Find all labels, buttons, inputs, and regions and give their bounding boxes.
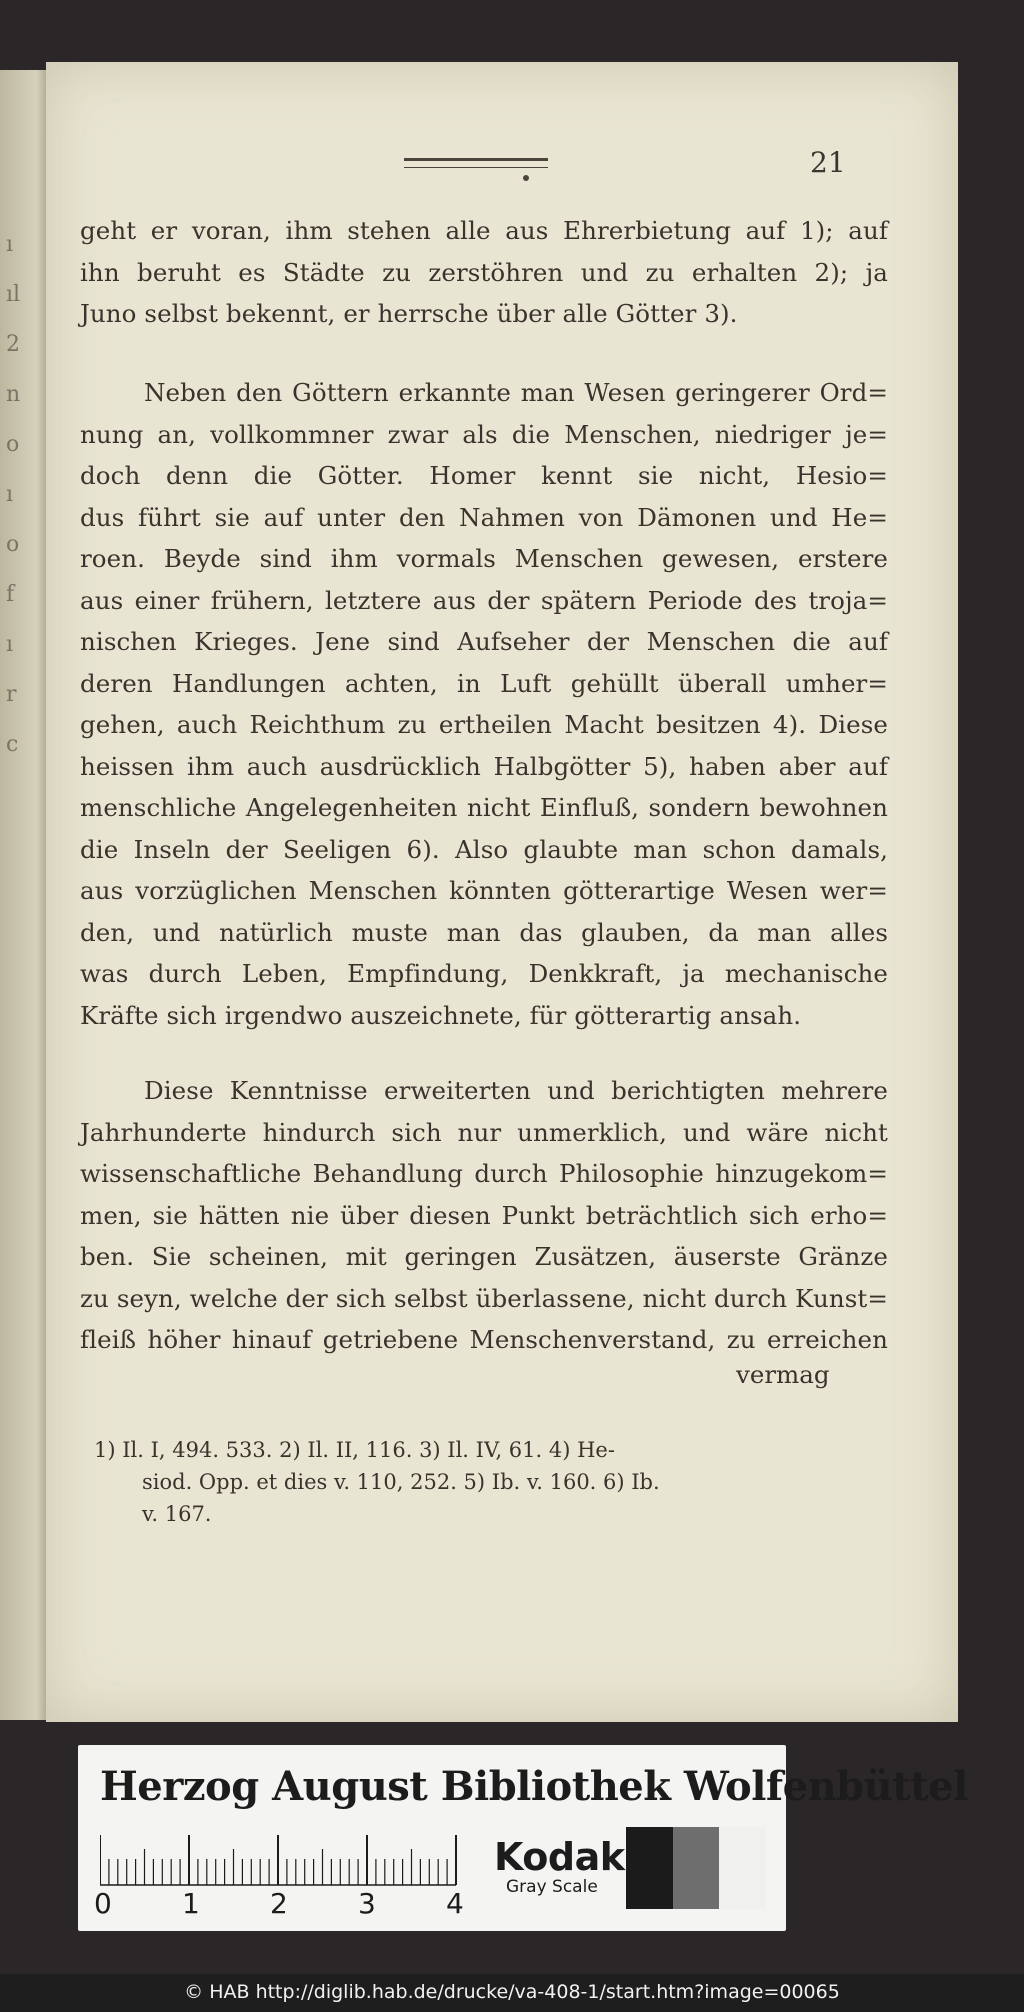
text-line: deren Handlungen achten, in Luft gehüllt überall umher= bbox=[80, 668, 888, 698]
catchword: vermag bbox=[736, 1360, 830, 1389]
paragraph-2 bbox=[80, 372, 888, 1036]
text-line: die Inseln der Seeligen 6). Also glaubte man schon damals, bbox=[80, 834, 888, 864]
text-line: nung an, vollkommner zwar als die Menschen, niedriger je= bbox=[80, 419, 888, 449]
library-name: Herzog August Bibliothek Wolfenbüttel bbox=[100, 1763, 968, 1810]
paragraph-3 bbox=[80, 1070, 888, 1361]
color-chart-card bbox=[78, 1745, 968, 1931]
gray-swatch-light bbox=[719, 1827, 766, 1909]
text-line: nischen Krieges. Jene sind Aufseher der Menschen die auf bbox=[80, 627, 888, 656]
text-line: ben. Sie scheinen, mit geringen Zusätzen, äuserste Gränze bbox=[80, 1242, 888, 1271]
ruler-number: 1 bbox=[182, 1887, 200, 1920]
ruler-number: 0 bbox=[94, 1887, 112, 1920]
text-line: aus einer frühern, letztere aus der spätern Periode des troja= bbox=[80, 585, 888, 615]
book-page bbox=[46, 62, 958, 1722]
ruler-number: 2 bbox=[270, 1887, 288, 1920]
page-number: 21 bbox=[810, 146, 846, 179]
text-line: den, und natürlich muste man das glauben, da man alles bbox=[80, 917, 888, 947]
facing-page-edge bbox=[0, 70, 52, 1720]
text-line: fleiß höher hinauf getriebene Menschenverstand, zu erreichen bbox=[80, 1325, 888, 1354]
text-line: zu seyn, welche der sich selbst überlassene, nicht durch Kunst= bbox=[80, 1283, 888, 1313]
header-ornament-dot bbox=[523, 175, 529, 181]
ruler-number: 3 bbox=[358, 1887, 376, 1920]
copyright-credit: © HAB http://diglib.hab.de/drucke/va-408-1/start.htm?image=00065 bbox=[184, 1981, 840, 2003]
kodak-logo: Kodak bbox=[494, 1835, 625, 1879]
ruler-number: 4 bbox=[446, 1887, 464, 1920]
measurement-ruler bbox=[94, 1833, 480, 1923]
gray-swatches bbox=[626, 1827, 766, 1909]
text-line: men, sie hätten nie über diesen Punkt beträchtlich sich erho= bbox=[80, 1200, 888, 1230]
header-rule bbox=[404, 158, 548, 168]
gray-scale-label: Gray Scale bbox=[506, 1877, 598, 1897]
text-line: heissen ihm auch ausdrücklich Halbgötter 5), haben aber auf bbox=[80, 751, 888, 781]
text-line: menschliche Angelegenheiten nicht Einfluß, sondern bewohnen bbox=[80, 793, 888, 822]
text-line: dus führt sie auf unter den Nahmen von Dämonen und He= bbox=[80, 502, 888, 532]
text-line: Jahrhunderte hindurch sich nur unmerklich, und wäre nicht bbox=[80, 1117, 888, 1147]
text-line: doch denn die Götter. Homer kennt sie nicht, Hesio= bbox=[80, 461, 888, 490]
text-line: roen. Beyde sind ihm vormals Menschen gewesen, erstere bbox=[80, 544, 888, 573]
text-line: aus vorzüglichen Menschen könnten götterartige Wesen wer= bbox=[80, 876, 888, 905]
footer-bar bbox=[0, 1974, 1024, 2012]
gray-swatch-dark bbox=[626, 1827, 673, 1909]
text-line: Diese Kenntnisse erweiterten und berichtigten mehrere bbox=[144, 1076, 888, 1105]
text-line: Juno selbst bekennt, er herrsche über alle Götter 3). bbox=[80, 299, 738, 328]
paragraph-1 bbox=[80, 210, 888, 335]
text-line: gehen, auch Reichthum zu ertheilen Macht besitzen 4). Diese bbox=[80, 710, 888, 739]
gray-swatch-mid bbox=[673, 1827, 720, 1909]
ruler-ticks bbox=[100, 1833, 480, 1889]
footnote-line: v. 167. bbox=[142, 1502, 212, 1526]
text-line: geht er voran, ihm stehen alle aus Ehrerbietung auf 1); auf bbox=[80, 216, 888, 245]
text-line: was durch Leben, Empfindung, Denkkraft, ja mechanische bbox=[80, 959, 888, 988]
footnotes bbox=[94, 1434, 884, 1530]
footnote-line: 1) Il. I, 494. 533. 2) Il. II, 116. 3) Il. IV, 61. 4) He- bbox=[94, 1438, 615, 1462]
text-line: ihn beruht es Städte zu zerstöhren und zu erhalten 2); ja bbox=[80, 257, 888, 287]
text-line: wissenschaftliche Behandlung durch Philosophie hinzugekom= bbox=[80, 1159, 888, 1188]
text-line: Neben den Göttern erkannte man Wesen geringerer Ord= bbox=[144, 378, 888, 407]
footnote-line: siod. Opp. et dies v. 110, 252. 5) Ib. v. 160. 6) Ib. bbox=[142, 1470, 660, 1494]
facing-page-fragments: ı ıl 2 n o ı o f ı r c bbox=[6, 232, 21, 757]
text-line: Kräfte sich irgendwo auszeichnete, für götterartig ansah. bbox=[80, 1000, 802, 1030]
